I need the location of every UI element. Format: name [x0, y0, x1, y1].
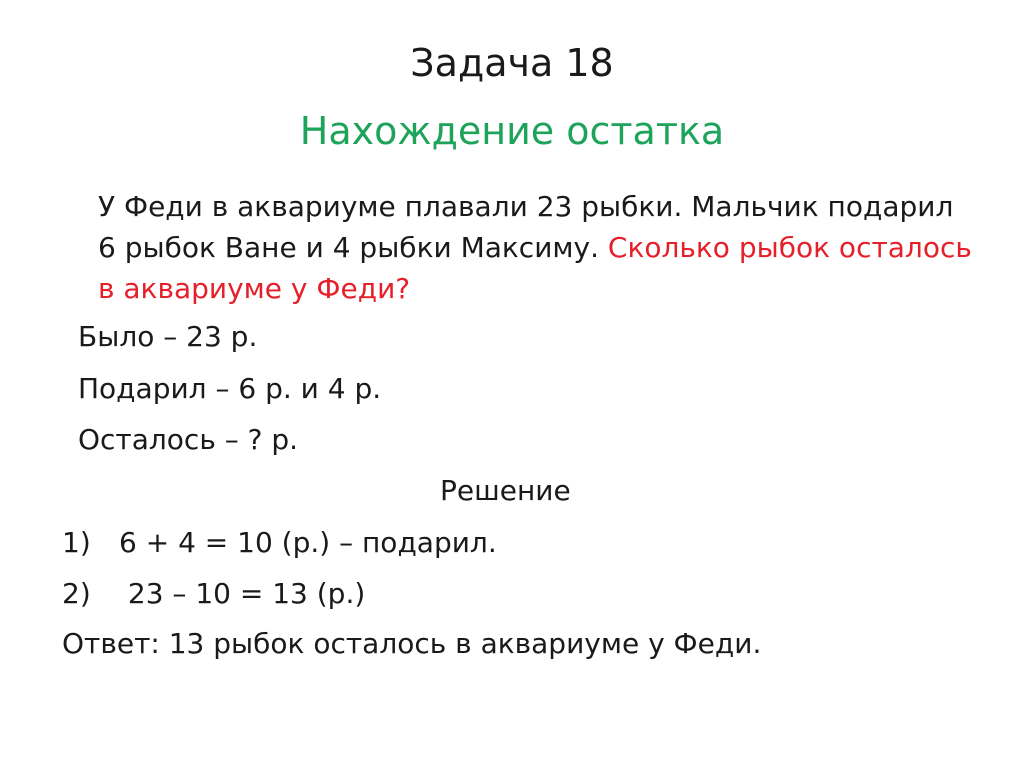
given-gave: Подарил – 6 р. и 4 р. — [78, 372, 382, 405]
answer: Ответ: 13 рыбок осталось в аквариуме у Феди. — [62, 627, 762, 660]
problem-question: Сколько рыбок осталось в аквариуме у Феди? — [98, 231, 972, 305]
step-number: 1) — [62, 526, 91, 559]
step-number: 2) — [62, 577, 91, 610]
step-text: 6 + 4 = 10 (р.) – подарил. — [119, 526, 497, 559]
given-was: Было – 23 р. — [78, 320, 258, 353]
solution-heading: Решение — [440, 474, 571, 507]
solution-step-2 — [62, 577, 366, 610]
slide-title: Задача 18 — [410, 41, 614, 85]
problem-text: У Феди в аквариуме плавали 23 рыбки. Мальчик подарил 6 рыбок Ване и 4 рыбки Максиму. — [98, 190, 954, 264]
slide-subtitle: Нахождение остатка — [299, 109, 725, 153]
solution-step-1 — [62, 526, 497, 559]
problem-statement — [98, 186, 978, 309]
step-text: 23 – 10 = 13 (р.) — [119, 577, 366, 610]
given-left: Осталось – ? р. — [78, 423, 299, 456]
